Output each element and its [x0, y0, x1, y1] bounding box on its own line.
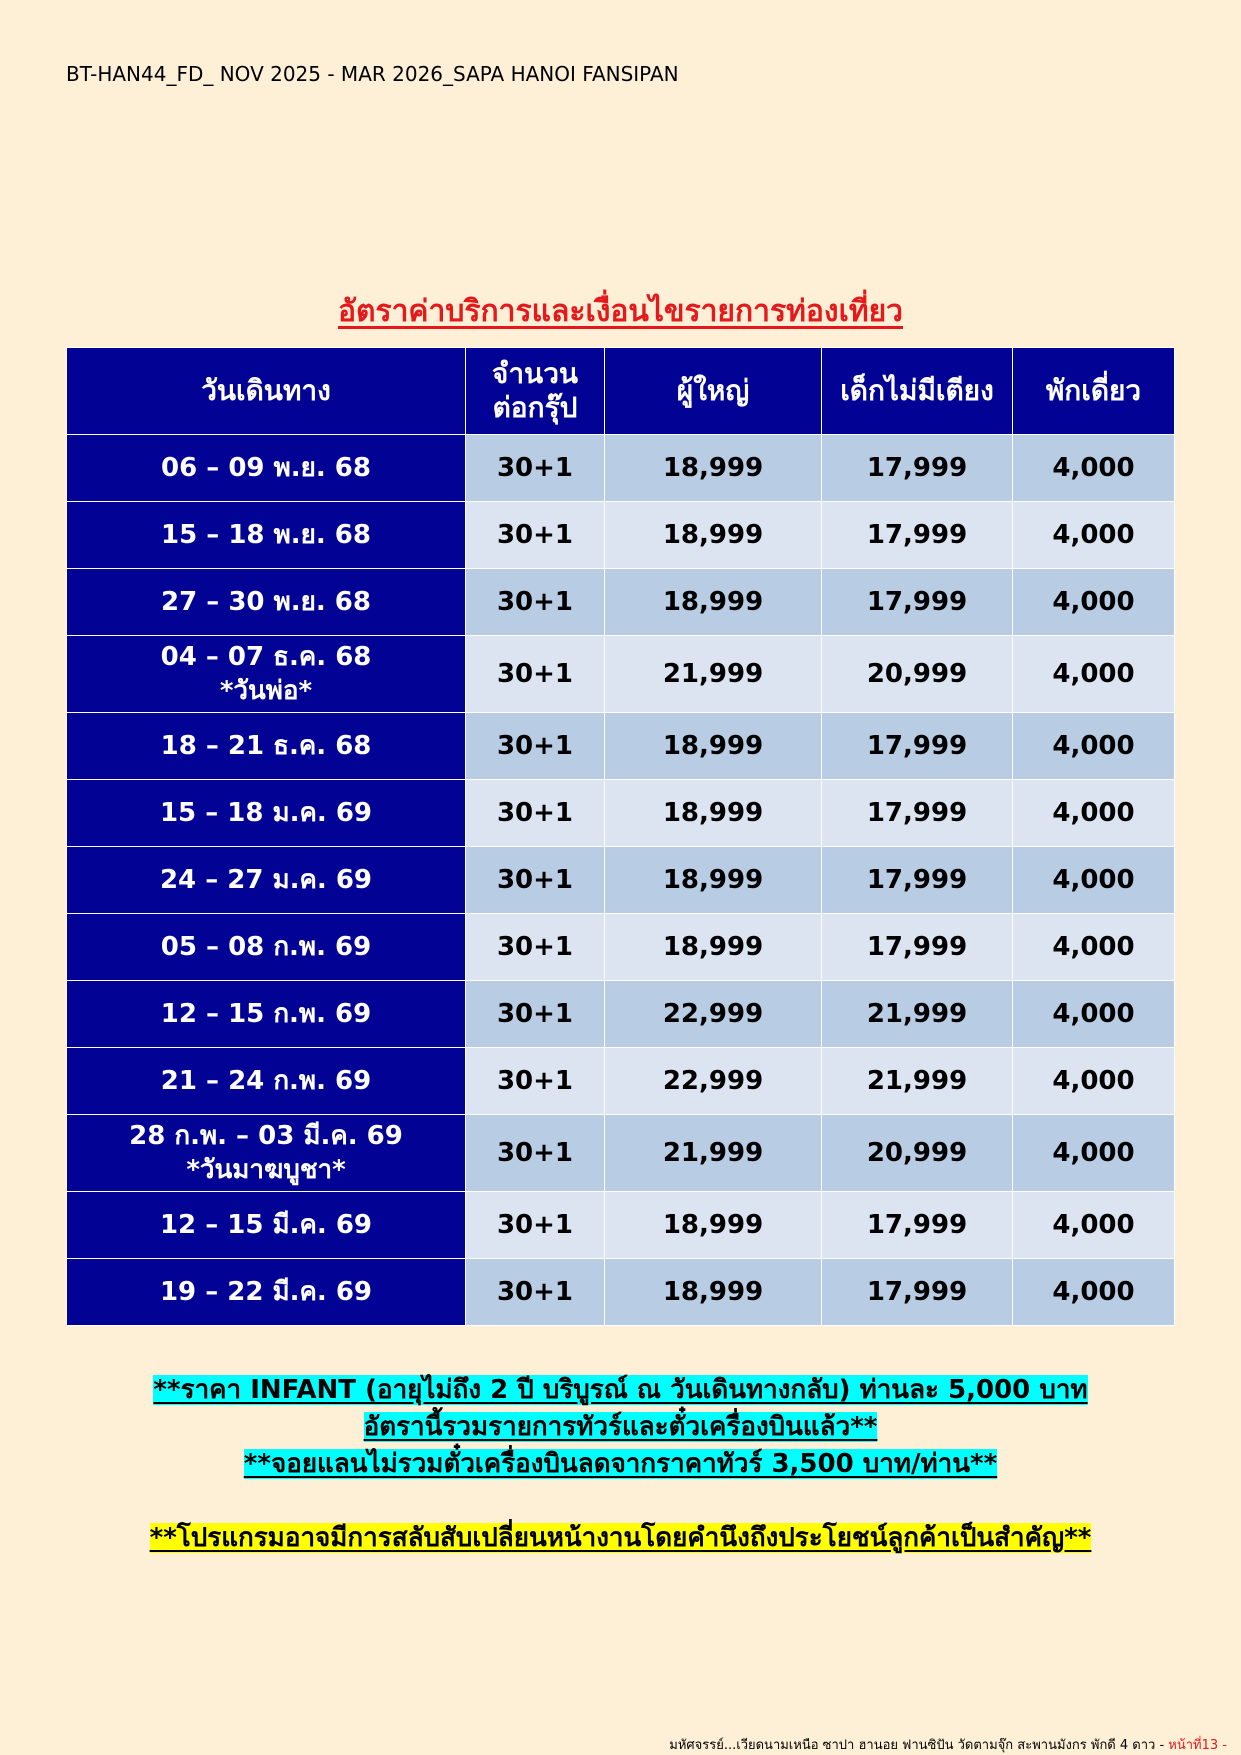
child-price-cell: 17,999 [822, 1192, 1013, 1259]
single-supplement-cell: 4,000 [1013, 502, 1175, 569]
travel-date: 15 – 18 ม.ค. 69 [159, 798, 373, 828]
single-supplement-cell: 4,000 [1013, 569, 1175, 636]
document-code: BT-HAN44_FD_ NOV 2025 - MAR 2026_SAPA HANOI FANSIPAN [66, 62, 679, 86]
table-row [67, 914, 1175, 981]
table-row [67, 1192, 1175, 1259]
travel-date: 05 – 08 ก.พ. 69 [160, 932, 372, 962]
travel-date: 12 – 15 มี.ค. 69 [159, 1210, 373, 1240]
travel-date: 28 ก.พ. – 03 มี.ค. 69 [129, 1121, 403, 1151]
joinland-note: **จอยแลนไม่รวมตั๋วเครื่องบินลดจากราคาทัวร์ 3,500 บาท/ท่าน** [243, 1449, 998, 1479]
table-header-row [67, 348, 1175, 435]
group-size-cell: 30+1 [466, 1192, 605, 1259]
group-size-cell: 30+1 [466, 1259, 605, 1326]
travel-date: 06 – 09 พ.ย. 68 [161, 453, 371, 483]
table-row [67, 847, 1175, 914]
adult-price-cell: 22,999 [605, 981, 822, 1048]
travel-date-cell [67, 914, 466, 981]
table-row [67, 780, 1175, 847]
travel-date: 27 – 30 พ.ย. 68 [161, 587, 371, 617]
group-size-cell: 30+1 [466, 1115, 605, 1192]
group-size-cell: 30+1 [466, 847, 605, 914]
header-group-line1: จำนวน [491, 357, 579, 390]
single-supplement-cell: 4,000 [1013, 435, 1175, 502]
group-size-cell: 30+1 [466, 502, 605, 569]
single-supplement-cell: 4,000 [1013, 1048, 1175, 1115]
single-supplement-cell: 4,000 [1013, 1192, 1175, 1259]
adult-price-cell: 18,999 [605, 569, 822, 636]
travel-date-cell [67, 981, 466, 1048]
adult-price-cell: 18,999 [605, 713, 822, 780]
adult-price-cell: 18,999 [605, 914, 822, 981]
adult-price-cell: 18,999 [605, 1259, 822, 1326]
header-single-supplement: พักเดี่ยว [1013, 348, 1175, 435]
child-price-cell: 21,999 [822, 981, 1013, 1048]
adult-price-cell: 21,999 [605, 636, 822, 713]
adult-price-cell: 18,999 [605, 780, 822, 847]
adult-price-cell: 22,999 [605, 1048, 822, 1115]
adult-price-cell: 18,999 [605, 1192, 822, 1259]
infant-price-note-line2: อัตรานี้รวมรายการทัวร์และตั๋วเครื่องบินแล้ว** [363, 1412, 878, 1442]
travel-date-cell [67, 1048, 466, 1115]
header-adult: ผู้ใหญ่ [605, 348, 822, 435]
group-size-cell: 30+1 [466, 636, 605, 713]
travel-date-cell [67, 713, 466, 780]
travel-date: 24 – 27 ม.ค. 69 [159, 865, 373, 895]
travel-date-cell [67, 1192, 466, 1259]
travel-date: 12 – 15 ก.พ. 69 [160, 999, 372, 1029]
travel-date: 18 – 21 ธ.ค. 68 [160, 731, 372, 761]
group-size-cell: 30+1 [466, 435, 605, 502]
table-row [67, 981, 1175, 1048]
single-supplement-cell: 4,000 [1013, 914, 1175, 981]
single-supplement-cell: 4,000 [1013, 713, 1175, 780]
page-title: อัตราค่าบริการและเงื่อนไขรายการท่องเที่ยว [337, 294, 904, 329]
single-supplement-cell: 4,000 [1013, 636, 1175, 713]
group-size-cell: 30+1 [466, 713, 605, 780]
header-date: วันเดินทาง [67, 348, 466, 435]
adult-price-cell: 18,999 [605, 847, 822, 914]
table-row [67, 713, 1175, 780]
single-supplement-cell: 4,000 [1013, 780, 1175, 847]
travel-date-cell [67, 847, 466, 914]
child-price-cell: 17,999 [822, 1259, 1013, 1326]
page-number: หน้าที่13 - [1168, 1738, 1227, 1753]
single-supplement-cell: 4,000 [1013, 1259, 1175, 1326]
travel-date-cell [67, 1115, 466, 1192]
price-table [66, 347, 1175, 1326]
adult-price-cell: 21,999 [605, 1115, 822, 1192]
travel-date: 04 – 07 ธ.ค. 68 [160, 642, 372, 672]
child-price-cell: 17,999 [822, 502, 1013, 569]
group-size-cell: 30+1 [466, 1048, 605, 1115]
holiday-note: *วันพ่อ* [219, 676, 313, 706]
table-row [67, 502, 1175, 569]
travel-date-cell [67, 502, 466, 569]
header-group-line2: ต่อกรุ๊ป [492, 391, 578, 424]
adult-price-cell: 18,999 [605, 435, 822, 502]
travel-date-cell [67, 780, 466, 847]
table-row [67, 1048, 1175, 1115]
page-footer [669, 1734, 1227, 1755]
child-price-cell: 17,999 [822, 914, 1013, 981]
table-row [67, 435, 1175, 502]
child-price-cell: 17,999 [822, 569, 1013, 636]
header-child-no-bed: เด็กไม่มีเตียง [822, 348, 1013, 435]
notes-block [0, 1372, 1241, 1557]
table-row [67, 636, 1175, 713]
table-row [67, 1259, 1175, 1326]
child-price-cell: 17,999 [822, 435, 1013, 502]
footer-text: มหัศจรรย์...เวียดนามเหนือ ซาปา ฮานอย ฟานซิปัน วัดตามจุ๊ก สะพานมังกร พักดี 4 ดาว - [669, 1738, 1169, 1753]
group-size-cell: 30+1 [466, 914, 605, 981]
child-price-cell: 17,999 [822, 713, 1013, 780]
travel-date-cell [67, 636, 466, 713]
child-price-cell: 20,999 [822, 1115, 1013, 1192]
child-price-cell: 21,999 [822, 1048, 1013, 1115]
group-size-cell: 30+1 [466, 780, 605, 847]
infant-price-note: **ราคา INFANT (อายุไม่ถึง 2 ปี บริบูรณ์ ณ วันเดินทางกลับ) ท่านละ 5,000 บาท [153, 1375, 1088, 1405]
travel-date: 19 – 22 มี.ค. 69 [159, 1277, 373, 1307]
group-size-cell: 30+1 [466, 569, 605, 636]
travel-date-cell [67, 435, 466, 502]
travel-date: 21 – 24 ก.พ. 69 [160, 1066, 372, 1096]
single-supplement-cell: 4,000 [1013, 981, 1175, 1048]
child-price-cell: 17,999 [822, 780, 1013, 847]
child-price-cell: 17,999 [822, 847, 1013, 914]
travel-date-cell [67, 569, 466, 636]
single-supplement-cell: 4,000 [1013, 847, 1175, 914]
header-group-size [466, 348, 605, 435]
program-change-note: **โปรแกรมอาจมีการสลับสับเปลี่ยนหน้างานโดยคำนึงถึงประโยชน์ลูกค้าเป็นสำคัญ** [149, 1523, 1092, 1553]
adult-price-cell: 18,999 [605, 502, 822, 569]
single-supplement-cell: 4,000 [1013, 1115, 1175, 1192]
table-row [67, 1115, 1175, 1192]
travel-date: 15 – 18 พ.ย. 68 [161, 520, 371, 550]
child-price-cell: 20,999 [822, 636, 1013, 713]
holiday-note: *วันมาฆบูชา* [186, 1155, 346, 1185]
table-row [67, 569, 1175, 636]
group-size-cell: 30+1 [466, 981, 605, 1048]
travel-date-cell [67, 1259, 466, 1326]
